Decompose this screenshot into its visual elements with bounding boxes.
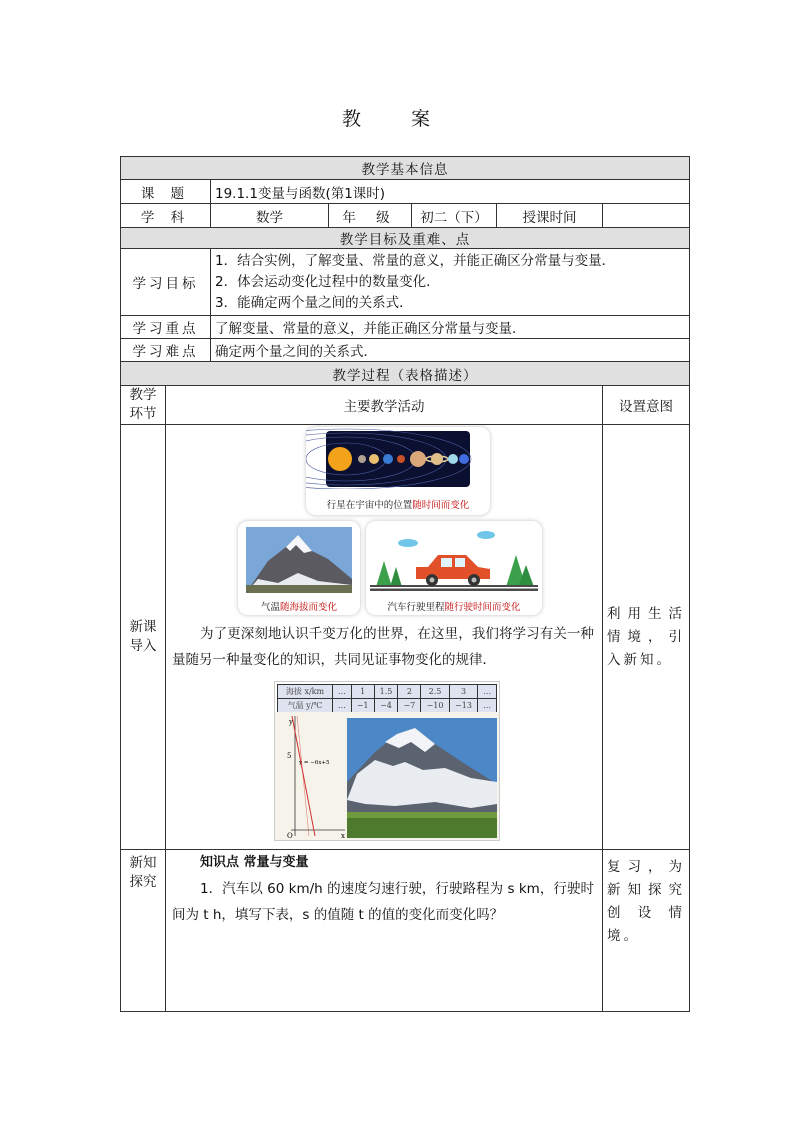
key-point-value: 了解变量、常量的意义，并能正确区分常量与变量． xyxy=(211,316,690,339)
mountain-caption: 气温 xyxy=(260,602,280,613)
graph-y-label: y xyxy=(289,718,293,726)
section-process: 教学过程（表格描述） xyxy=(121,362,690,386)
grade-value: 初二（下） xyxy=(412,204,497,228)
grade-label: 年 级 xyxy=(329,204,412,228)
section-goals: 教学目标及重难、点 xyxy=(121,228,690,249)
activity-intro xyxy=(166,425,603,850)
solar-system-image xyxy=(306,427,490,489)
subject-label: 学 科 xyxy=(121,204,211,228)
planets-caption: 行星在宇宙中的位置 xyxy=(326,500,413,511)
difficulty-label: 学习难点 xyxy=(121,339,211,362)
table-cell: … xyxy=(478,685,497,699)
graph-x-label: x xyxy=(341,832,345,840)
car-card xyxy=(366,521,542,615)
intro-paragraph: 为了更深刻地认识千变万化的世界，在这里，我们将学习有关一种量随另一种量变化的知识，共同见证事物变化的规律． xyxy=(172,626,594,668)
topic-label: 课 题 xyxy=(121,180,211,204)
table-cell: −10 xyxy=(421,699,449,713)
activity-explore xyxy=(166,850,603,1012)
mountain-caption-highlight: 随海拔而变化 xyxy=(280,602,338,613)
table-cell: −4 xyxy=(374,699,398,713)
stage-explore: 新知探究 xyxy=(121,850,166,1012)
stage-column-header: 教学环节 xyxy=(121,386,166,425)
graph-intercept: 5 xyxy=(287,752,292,760)
class-time-value xyxy=(603,204,690,228)
purpose-column-header: 设置意图 xyxy=(603,386,690,425)
goal-item: 2．体会运动变化过程中的数量变化． xyxy=(215,273,440,290)
table-cell: 2 xyxy=(398,685,421,699)
planets-caption-highlight: 随时间而变化 xyxy=(412,500,470,511)
graph-origin: O xyxy=(287,832,293,840)
table-cell: 3 xyxy=(449,685,477,699)
purpose-explore: 复习，为新知探究创设情境。 xyxy=(603,850,690,1012)
purpose-intro: 利用生活情境，引入新知。 xyxy=(603,425,690,850)
difficulty-value: 确定两个量之间的关系式． xyxy=(211,339,690,362)
table-cell: … xyxy=(478,699,497,713)
table-cell: 海拔 x/km xyxy=(278,685,333,699)
table-cell: … xyxy=(333,685,352,699)
table-cell: … xyxy=(333,699,352,713)
knowledge-point-heading: 知识点 常量与变量 xyxy=(200,855,309,870)
table-cell: −7 xyxy=(398,699,421,713)
altitude-figure xyxy=(274,681,500,841)
goals-label: 学习目标 xyxy=(121,249,211,316)
car-caption: 汽车行驶里程 xyxy=(387,602,445,613)
car-caption-highlight: 随行驶时间而变化 xyxy=(444,602,521,613)
lesson-plan-table xyxy=(120,156,690,1012)
key-point-label: 学习重点 xyxy=(121,316,211,339)
section-basic-info: 教学基本信息 xyxy=(121,157,690,180)
table-cell: 1.5 xyxy=(374,685,398,699)
document-title: 教 案 xyxy=(341,108,453,130)
explore-paragraph: 1．汽车以 60 km/h 的速度匀速行驶，行驶路程为 s km，行驶时间为 t h，填写下表，s 的值随 t 的值的变化而变化吗？ xyxy=(172,881,594,923)
linear-graph-and-photo xyxy=(275,712,499,840)
table-cell: 2.5 xyxy=(421,685,449,699)
graph-equation: y = −6x+5 xyxy=(299,760,330,766)
mountain-card xyxy=(238,521,360,615)
mountain-image xyxy=(238,521,360,595)
car-image xyxy=(366,521,542,595)
subject-value: 数学 xyxy=(211,204,329,228)
table-cell: −1 xyxy=(351,699,374,713)
goal-item: 1．结合实例，了解变量、常量的意义，并能正确区分常量与变量． xyxy=(215,252,616,269)
goals-list xyxy=(211,249,690,316)
planets-card xyxy=(306,427,490,515)
stage-intro: 新课导入 xyxy=(121,425,166,850)
topic-value: 19.1.1变量与函数(第1课时) xyxy=(211,180,690,204)
activity-column-header: 主要教学活动 xyxy=(166,386,603,425)
altitude-temperature-table xyxy=(277,684,497,713)
goal-item: 3．能确定两个量之间的关系式． xyxy=(215,294,413,311)
class-time-label: 授课时间 xyxy=(497,204,603,228)
table-cell: 气温 y/℃ xyxy=(278,699,333,713)
table-cell: 1 xyxy=(351,685,374,699)
table-cell: −13 xyxy=(449,699,477,713)
